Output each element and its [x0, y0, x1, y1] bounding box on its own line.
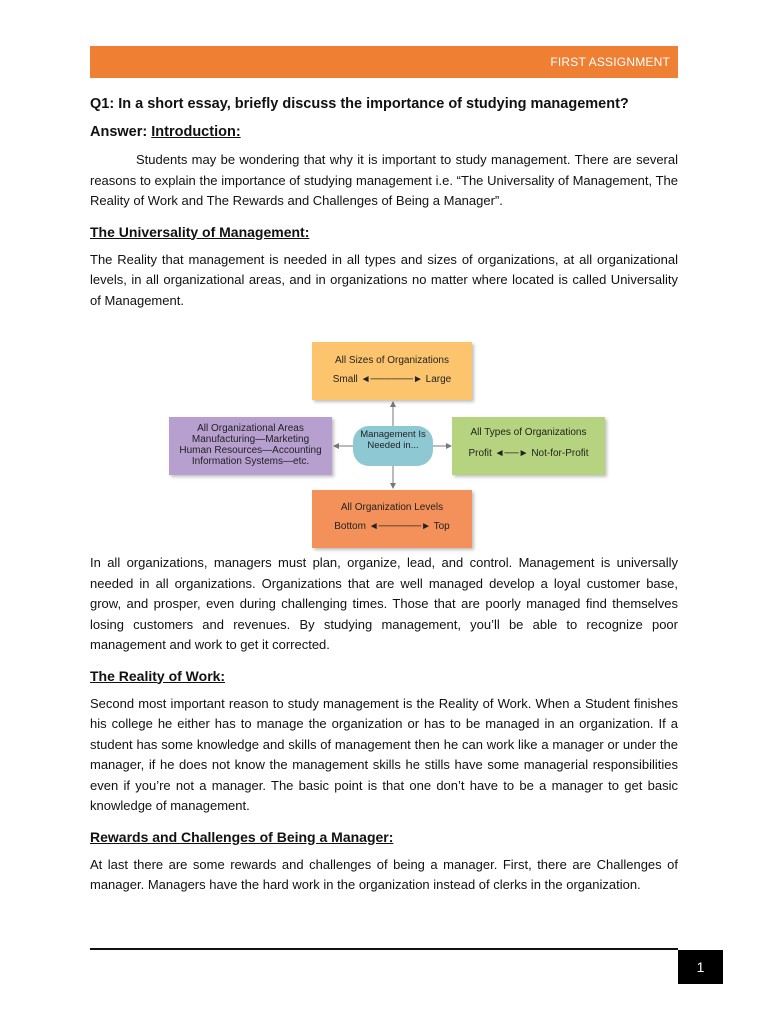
diagram-levels-box	[312, 490, 472, 548]
diagram-sizes-box	[312, 342, 472, 400]
footer-rule	[90, 948, 678, 950]
question-heading: Q1: In a short essay, briefly discuss the importance of studying management?	[90, 96, 629, 112]
section-universality-paragraph: The Reality that management is needed in all types and sizes of organizations, at all organizational levels, in all organizational areas, and in organizations no matter where located is called Universality of Management.	[90, 251, 678, 308]
areas-line-2: Manufacturing—Marketing	[191, 434, 310, 445]
double-arrow-icon: ◄──────►	[368, 521, 432, 532]
areas-line-3: Human Resources—Accounting	[179, 445, 322, 456]
answer-label: Answer:	[90, 124, 148, 140]
levels-title: All Organization Levels	[340, 502, 444, 513]
universality-diagram	[165, 340, 610, 552]
areas-line-1: All Organizational Areas	[197, 423, 304, 434]
areas-line-4: Information Systems—etc.	[191, 456, 310, 467]
section-reality-heading: The Reality of Work:	[90, 667, 226, 684]
levels-right-label: Top	[433, 521, 450, 532]
sizes-left-label: Small	[332, 374, 358, 385]
center-line-2: Is Needed	[367, 429, 426, 451]
types-left-label: Profit	[468, 448, 492, 459]
diagram-areas-box	[169, 417, 332, 475]
sizes-right-label: Large	[425, 374, 452, 385]
introduction-heading: Introduction:	[151, 124, 241, 140]
answer-heading	[90, 124, 678, 140]
types-right-label: Not-for-Profit	[531, 448, 589, 459]
double-arrow-icon: ◄──────►	[360, 374, 423, 385]
center-line-3: in...	[403, 440, 419, 451]
double-arrow-icon: ◄──►	[494, 448, 529, 459]
center-line-1: Management	[360, 429, 416, 440]
levels-scale	[312, 521, 472, 532]
levels-left-label: Bottom	[334, 521, 366, 532]
diagram-center-node	[353, 426, 433, 466]
diagram-types-box	[452, 417, 605, 475]
section-rewards-heading: Rewards and Challenges of Being a Manager:	[90, 828, 394, 845]
section-rewards-paragraph: At last there are some rewards and challenges of being a manager. First, there are Challenges of manager. Managers have the hard work in the organization instead of clerks in the organization.	[90, 856, 678, 892]
types-title: All Types of Organizations	[470, 427, 587, 438]
section-reality-paragraph: Second most important reason to study management is the Reality of Work. When a Student finishes his college he either has to manage the organization or has to be managed in an organization. If a student has some knowledge and skills of management then he can work like a manager or under the manager, if he does not know the management skills he stills have some managerial responsibilities even if you’re not a manager. The basic point is that one don’t have to be a manager to get basic knowledge of management.	[90, 695, 678, 813]
header-title: FIRST ASSIGNMENT	[550, 55, 670, 69]
after-diagram-paragraph: In all organizations, managers must plan, organize, lead, and control. Management is universally needed in all organizations. Organizations that are well managed develop a loyal customer base, grow, and prosper, even during challenging times. Those that are poorly managed find themselves losing customers and revenues. By studying management, you’ll be able to recognize poor management and work to get it corrected.	[90, 555, 678, 652]
intro-paragraph: Students may be wondering that why it is important to study management. There are several reasons to explain the importance of studying management i.e. “The Universality of Management, The Reality of Work and The Rewards and Challenges of Being a Manager”.	[90, 152, 678, 208]
sizes-title: All Sizes of Organizations	[335, 355, 449, 366]
header-bar	[90, 46, 678, 78]
section-universality-heading: The Universality of Management:	[90, 223, 310, 240]
types-scale	[452, 448, 605, 459]
sizes-scale	[312, 374, 472, 385]
page-number: 1	[678, 950, 723, 984]
